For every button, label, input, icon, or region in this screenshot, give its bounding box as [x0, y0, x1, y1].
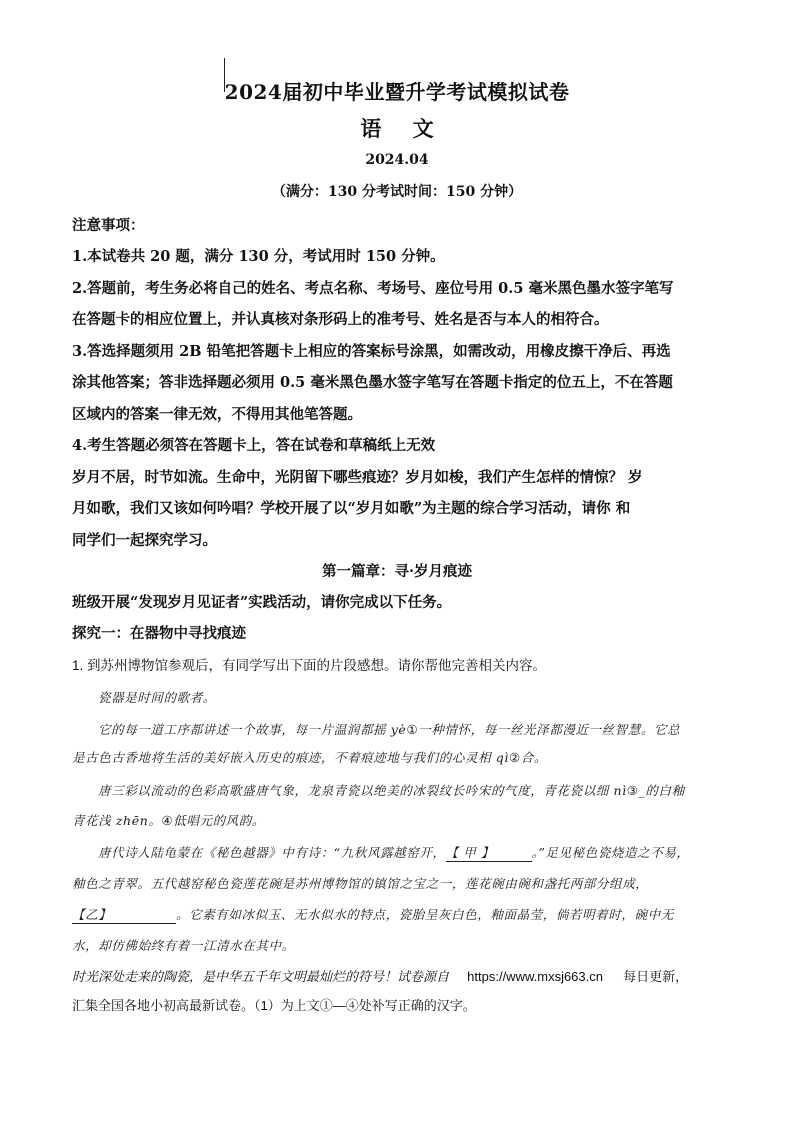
- explore-heading: 探究一：在器物中寻找痕迹: [72, 625, 246, 642]
- exam-title: 2024届初中毕业暨升学考试模拟试卷: [224, 80, 570, 104]
- passage-line-4: 青花浅 zhēn。④低唱元的风韵。: [72, 813, 265, 828]
- notice-heading: 注意事项：: [72, 217, 145, 234]
- intro-line-3: 同学们一起探究学习。: [72, 532, 217, 549]
- notice-item-2-line-2: 在答题卡的相应位置上，并认真核对条形码上的准考号、姓名是否与本人的相符合。: [72, 311, 609, 328]
- notice-item-1: 1.本试卷共 20 题，满分 130 分，考试用时 150 分钟。: [72, 248, 445, 265]
- passage-line-5: 唐代诗人陆龟蒙在《秘色越器》中有诗：“九秋风露越窑开，【 甲 】 。”足见秘色瓷烧造之不易，: [98, 845, 690, 860]
- source-url: https://www.mxsj663.cn: [467, 969, 603, 984]
- tail-line-1: 时光深处走来的陶瓷，是中华五千年文明最灿烂的符号！试卷源自 https://www.mxsj663.cn 每日更新，: [72, 969, 689, 985]
- sub-question-1: （1）为上文①—④处补写正确的汉字。: [254, 998, 476, 1013]
- passage-line-2: 是古色古香地将生活的美好嵌入历史的痕迹，不着痕迹地与我们的心灵相 qì②合。: [72, 750, 547, 765]
- subject-title: 语 文: [360, 116, 446, 141]
- chapter-title: 第一篇章：寻·岁月痕迹: [321, 563, 473, 580]
- intro-line-1: 岁月不居，时节如流。生命中，光阴留下哪些痕迹？岁月如梭，我们产生怎样的情惊？ 岁: [72, 469, 643, 486]
- blank-jia: 【 甲 】: [446, 843, 532, 862]
- blank-marker-1: ①: [406, 722, 419, 737]
- exam-date: 2024.04: [365, 152, 429, 168]
- chapter-task: 班级开展“发现岁月见证者”实践活动，请你完成以下任务。: [72, 594, 452, 611]
- notice-item-3-line-2: 涂其他答案；答非选择题必须用 0.5 毫米黑色墨水签字笔写在答题卡指定的位五上，不在答题: [72, 374, 673, 391]
- passage-line-1: 它的每一道工序都讲述一个故事，每一片温润都摇 yè①一种情怀，每一丝光泽都漫近一丝智慧。它总: [98, 722, 681, 737]
- passage-line-7: 【乙】 。它素有如冰似玉、无水似水的特点，瓷胎呈灰白色，釉面晶莹，倘若明着时，碗中无: [72, 907, 674, 922]
- blank-marker-2: ②: [508, 750, 521, 765]
- passage-line-8: 水，却仿佛始终有着一江清水在其中。: [72, 938, 295, 953]
- passage-line-6: 釉色之青翠。五代越窑秘色瓷莲花碗是苏州博物馆的镇馆之宝之一，莲花碗由碗和盏托两部分组成，: [72, 876, 649, 891]
- exam-meta: （满分：130 分考试时间：150 分钟）: [271, 184, 523, 200]
- notice-item-4: 4.考生答题必须答在答题卡上，答在试卷和草稿纸上无效: [72, 437, 436, 454]
- blank-marker-4: ④: [161, 813, 174, 828]
- tail-line-2: 汇集全国各地小初高最新试卷。（1）为上文①—④处补写正确的汉字。: [72, 998, 476, 1014]
- passage-line-3: 唐三彩以流动的色彩高歌盛唐气象，龙泉青瓷以绝美的冰裂纹长吟宋的气度，青花瓷以细 nì③_的白釉: [98, 783, 685, 798]
- question-1-prompt: 1. 到苏州博物馆参观后，有同学写出下面的片段感想。请你帮他完善相关内容。: [72, 658, 547, 673]
- notice-item-2-line-1: 2.答题前，考生务必将自己的姓名、考点名称、考场号、座位号用 0.5 毫米黑色墨水签字笔写: [72, 280, 674, 297]
- blank-marker-3: ③: [626, 783, 639, 798]
- intro-line-2: 月如歌，我们又该如何吟唱？学校开展了以“岁月如歌”为主题的综合学习活动，请你 和: [72, 500, 631, 517]
- notice-item-3-line-1: 3.答选择题须用 2B 铅笔把答题卡上相应的答案标号涂黑，如需改动，用橡皮擦干净后、再选: [72, 343, 671, 360]
- blank-yi: 【乙】: [72, 905, 176, 924]
- passage-line-0: 瓷器是时间的歌者。: [98, 690, 216, 705]
- notice-item-3-line-3: 区域内的答案一律无效，不得用其他笔答题。: [72, 406, 362, 423]
